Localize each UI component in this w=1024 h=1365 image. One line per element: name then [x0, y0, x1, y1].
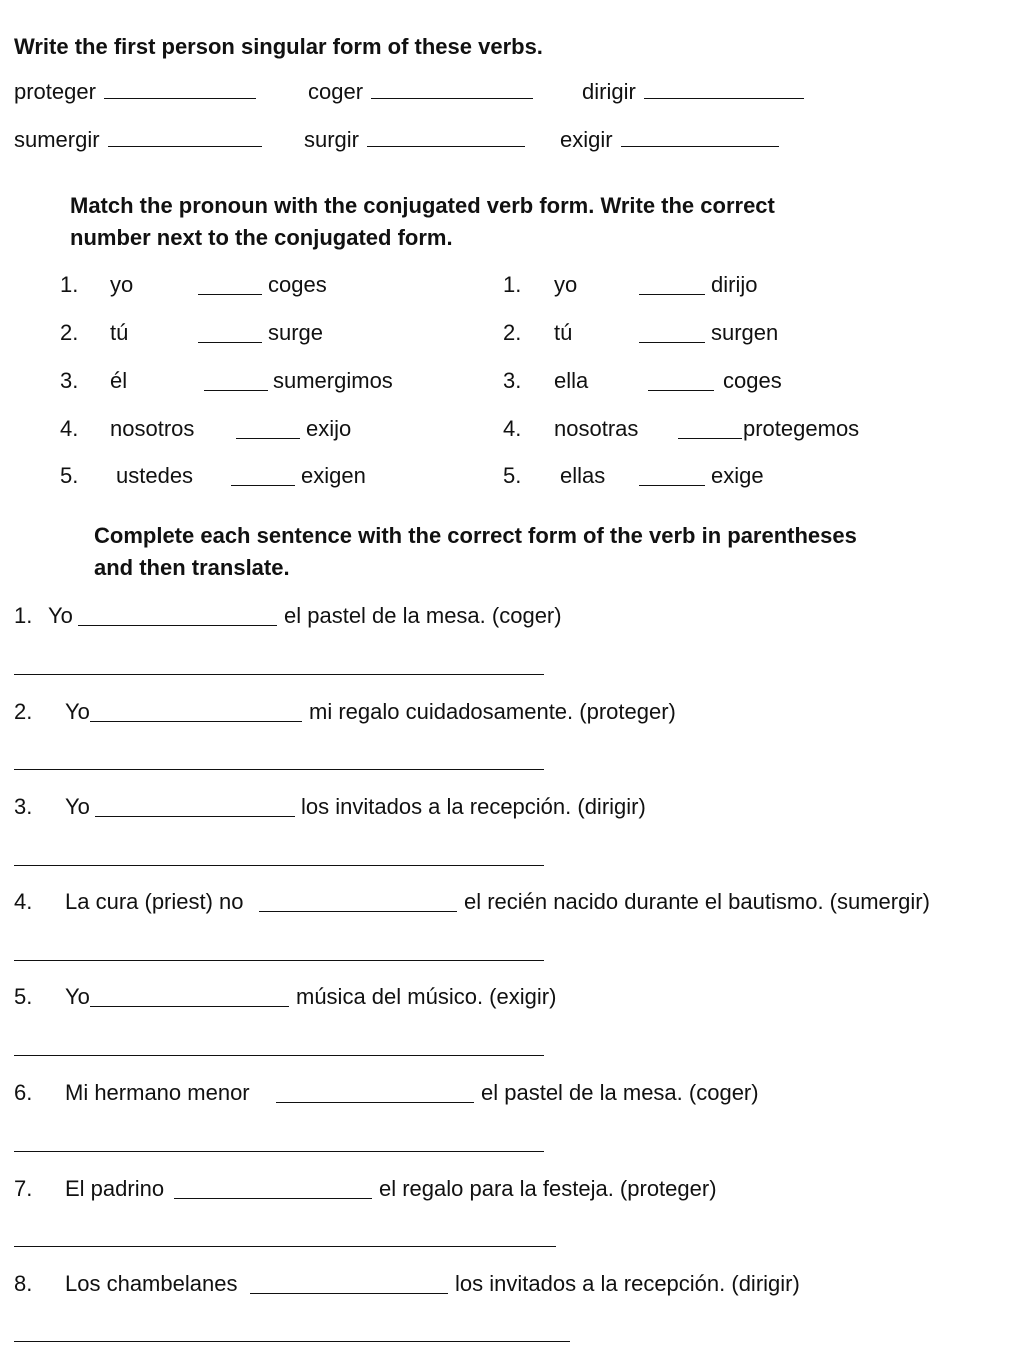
match-verb: exigen [301, 463, 366, 488]
match-pronoun: tú [110, 320, 129, 345]
match-verb: protegemos [743, 416, 860, 441]
sentence-blank[interactable] [276, 1102, 474, 1103]
match-pronoun: tú [554, 320, 573, 345]
sentence-rest: el pastel de la mesa. (coger) [481, 1080, 759, 1105]
match-number: 4. [503, 416, 522, 441]
answer-blank[interactable] [108, 144, 262, 147]
match-blank[interactable] [236, 438, 300, 439]
match-blank[interactable] [198, 342, 262, 343]
match-pronoun: nosotros [110, 416, 195, 441]
match-verb: coges [723, 368, 782, 393]
sentence-number: 1. [14, 603, 33, 628]
translation-line[interactable] [14, 674, 544, 675]
sentence-rest: mi regalo cuidadosamente. (proteger) [309, 699, 676, 724]
match-pronoun: él [110, 368, 128, 393]
verb-label: dirigir [582, 79, 636, 104]
verb-prompt [14, 129, 264, 151]
match-pronoun: yo [110, 272, 134, 297]
match-verb: sumergimos [273, 368, 393, 393]
verb-label: surgir [304, 127, 360, 152]
sentence-blank[interactable] [78, 625, 277, 626]
translation-line[interactable] [14, 1341, 570, 1342]
sentence-subject: Yo [48, 603, 73, 628]
sentence-blank[interactable] [90, 1006, 289, 1007]
verb-prompt [582, 81, 806, 103]
match-pronoun: yo [554, 272, 578, 297]
match-blank[interactable] [198, 294, 262, 295]
translation-line[interactable] [14, 769, 544, 770]
answer-blank[interactable] [371, 96, 533, 99]
sentence-blank[interactable] [250, 1293, 448, 1294]
sentence-number: 5. [14, 984, 33, 1009]
match-blank[interactable] [678, 438, 742, 439]
translation-line[interactable] [14, 1151, 544, 1152]
match-number: 5. [503, 463, 522, 488]
sentence-rest: los invitados a la recepción. (dirigir) [301, 794, 646, 819]
match-verb: surge [268, 320, 324, 345]
match-number: 3. [60, 368, 79, 393]
match-verb: dirijo [711, 272, 758, 297]
match-blank[interactable] [204, 390, 268, 391]
sentence-number: 6. [14, 1080, 33, 1105]
match-number: 2. [503, 320, 522, 345]
answer-blank[interactable] [621, 144, 779, 147]
sentence-number: 2. [14, 699, 33, 724]
section2-heading-line1: Match the pronoun with the conjugated verb form. Write the correct [70, 193, 775, 218]
section3-heading-line1: Complete each sentence with the correct form of the verb in parentheses [94, 523, 857, 548]
verb-prompt [14, 81, 258, 103]
section2-heading-line2: number next to the conjugated form. [70, 225, 453, 250]
sentence-subject: El padrino [65, 1176, 165, 1201]
translation-line[interactable] [14, 1246, 556, 1247]
section3-heading-line2: and then translate. [94, 555, 290, 580]
answer-blank[interactable] [367, 144, 525, 147]
sentence-blank[interactable] [174, 1198, 372, 1199]
match-blank[interactable] [639, 485, 705, 486]
sentence-rest: el pastel de la mesa. (coger) [284, 603, 562, 628]
match-number: 4. [60, 416, 79, 441]
translation-line[interactable] [14, 1055, 544, 1056]
verb-prompt [560, 129, 781, 151]
sentence-rest: los invitados a la recepción. (dirigir) [455, 1271, 800, 1296]
verb-prompt [304, 129, 527, 151]
verb-label: exigir [560, 127, 613, 152]
sentence-subject: Los chambelanes [65, 1271, 238, 1296]
sentence-number: 7. [14, 1176, 33, 1201]
translation-line[interactable] [14, 865, 544, 866]
translation-line[interactable] [14, 960, 544, 961]
match-pronoun: ella [554, 368, 589, 393]
sentence-subject: La cura (priest) no [65, 889, 244, 914]
match-number: 5. [60, 463, 79, 488]
match-number: 1. [60, 272, 79, 297]
answer-blank[interactable] [644, 96, 804, 99]
sentence-subject: Mi hermano menor [65, 1080, 250, 1105]
section1-heading: Write the first person singular form of these verbs. [14, 34, 543, 59]
verb-label: proteger [14, 79, 96, 104]
sentence-number: 4. [14, 889, 33, 914]
sentence-blank[interactable] [95, 816, 295, 817]
match-verb: exige [711, 463, 764, 488]
match-blank[interactable] [231, 485, 295, 486]
match-verb: exijo [306, 416, 352, 441]
sentence-rest: música del músico. (exigir) [296, 984, 557, 1009]
answer-blank[interactable] [104, 96, 256, 99]
match-pronoun: ellas [560, 463, 606, 488]
sentence-blank[interactable] [259, 911, 457, 912]
match-blank[interactable] [648, 390, 714, 391]
sentence-subject: Yo [65, 794, 90, 819]
sentence-subject: Yo [65, 699, 90, 724]
verb-prompt [308, 81, 535, 103]
match-pronoun: nosotras [554, 416, 639, 441]
sentence-blank[interactable] [90, 721, 302, 722]
verb-label: coger [308, 79, 364, 104]
match-verb: surgen [711, 320, 779, 345]
verb-label: sumergir [14, 127, 100, 152]
match-blank[interactable] [639, 294, 705, 295]
sentence-subject: Yo [65, 984, 90, 1009]
match-blank[interactable] [639, 342, 705, 343]
match-pronoun: ustedes [116, 463, 194, 488]
sentence-number: 3. [14, 794, 33, 819]
sentence-number: 8. [14, 1271, 33, 1296]
match-number: 1. [503, 272, 522, 297]
match-verb: coges [268, 272, 327, 297]
sentence-rest: el recién nacido durante el bautismo. (sumergir) [464, 889, 930, 914]
match-number: 2. [60, 320, 79, 345]
match-number: 3. [503, 368, 522, 393]
sentence-rest: el regalo para la festeja. (proteger) [379, 1176, 717, 1201]
